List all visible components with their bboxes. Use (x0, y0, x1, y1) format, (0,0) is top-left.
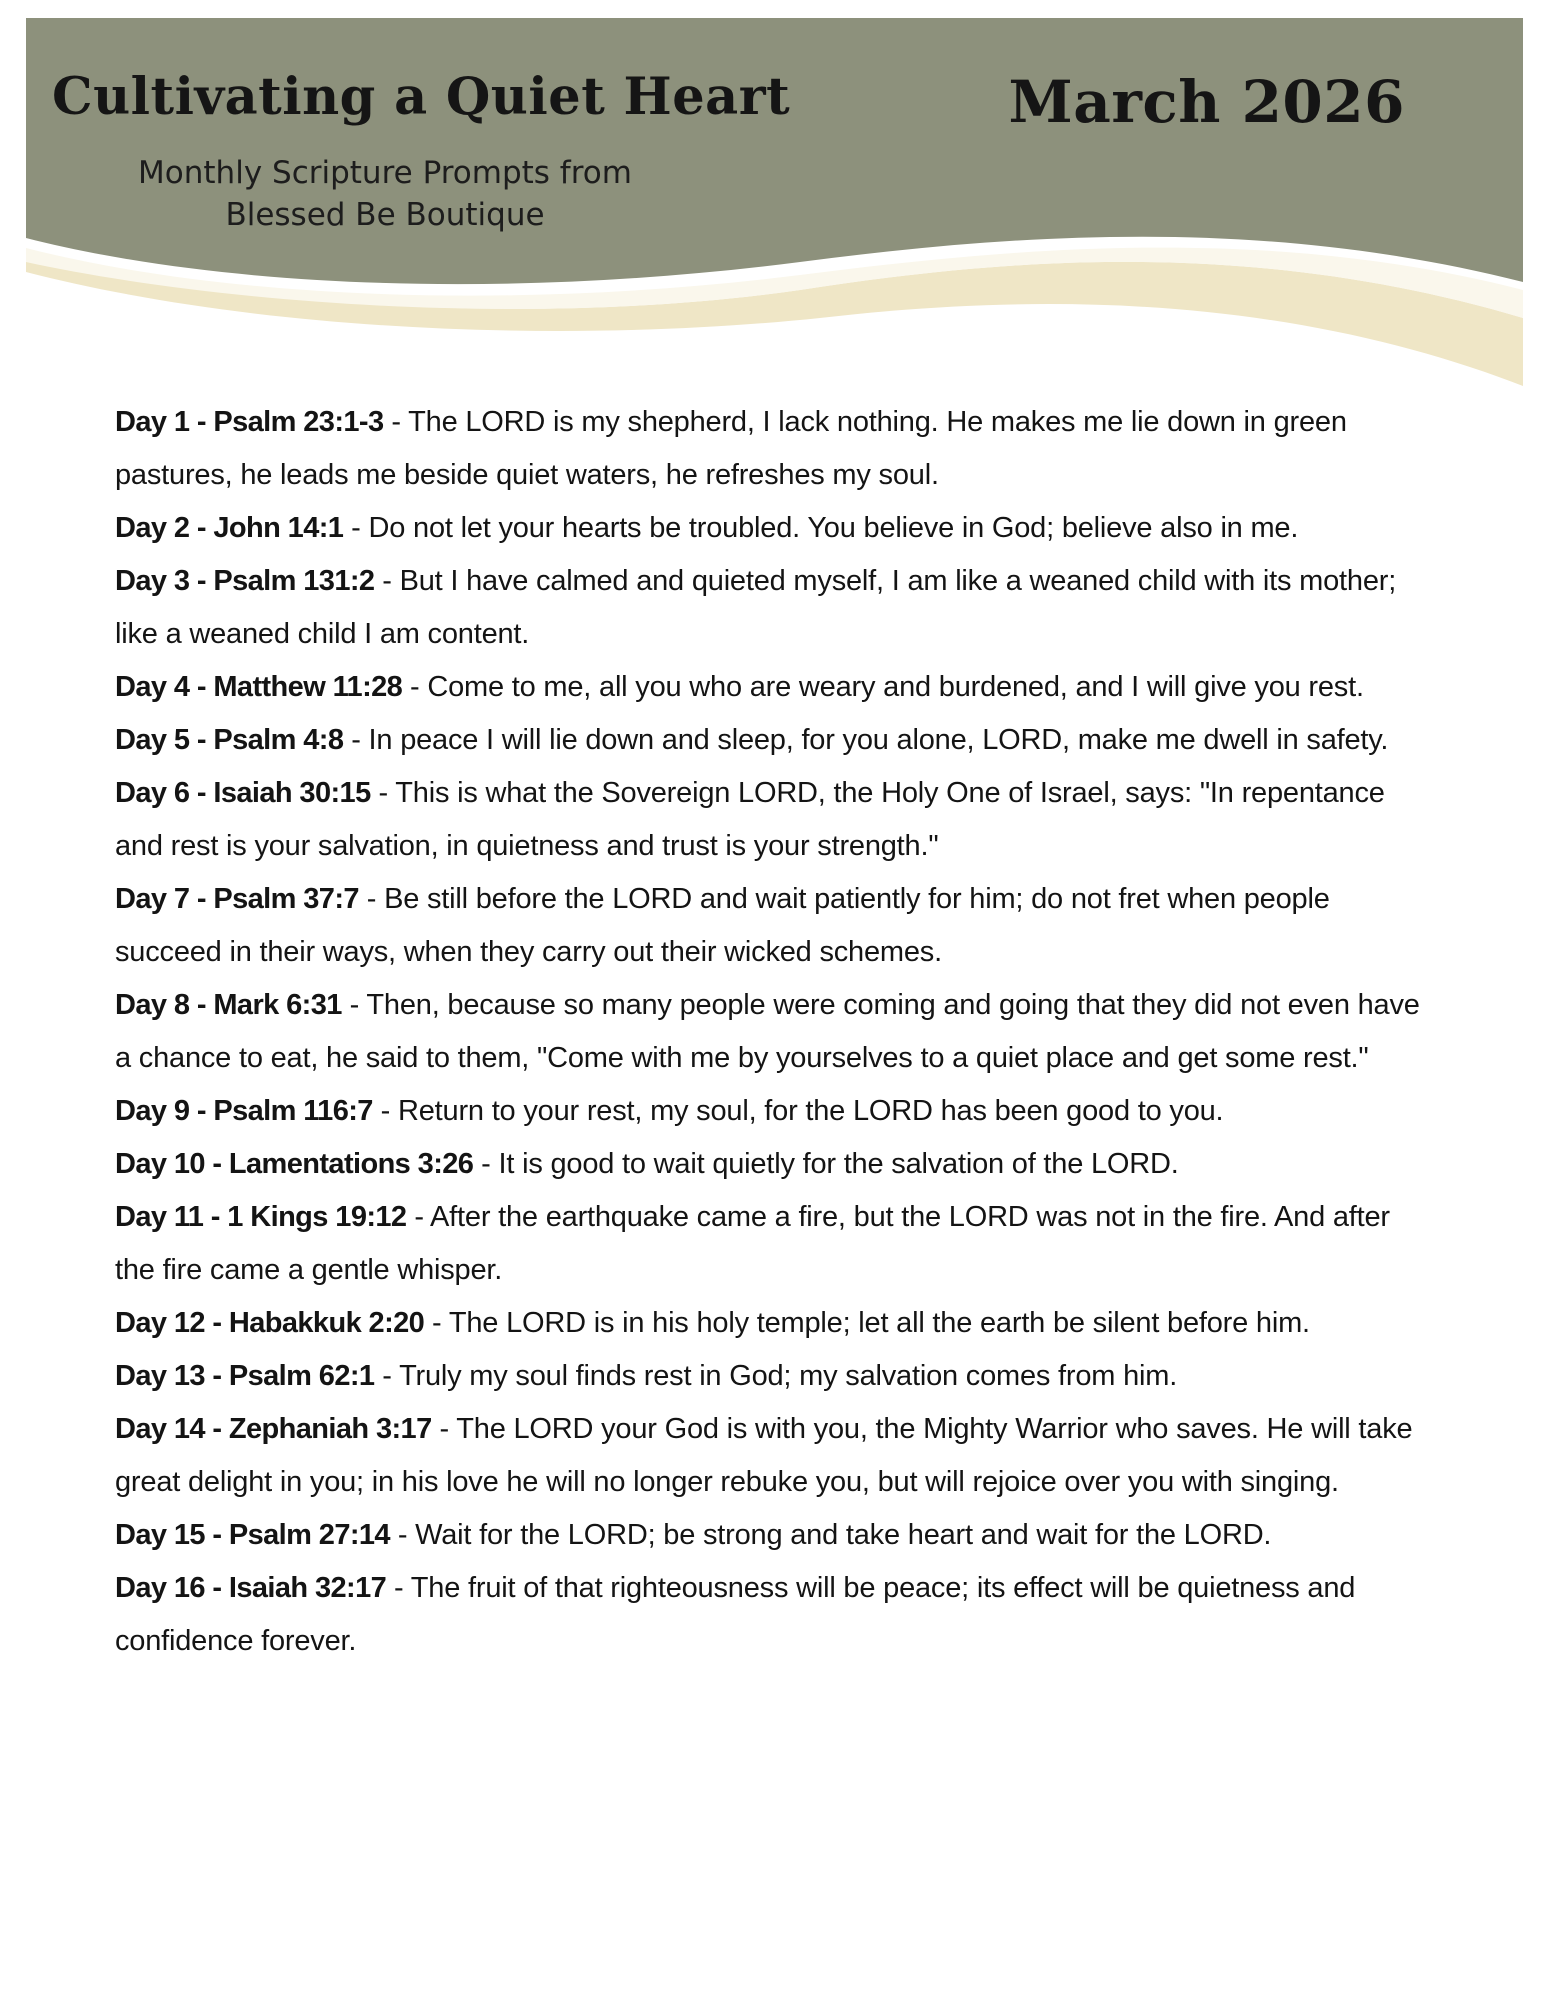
list-item (115, 396, 1435, 502)
day-reference: Day 16 - Isaiah 32:17 (115, 1572, 387, 1604)
list-item (115, 1562, 1435, 1668)
verse-text: - Then, because so many people were coming and going that they did not even have a chance to eat, he said to them, "Come with me by yourselves to a quiet place and get some rest." (115, 989, 1420, 1074)
verse-text: - But I have calmed and quieted myself, I am like a weaned child with its mother; like a weaned child I am content. (115, 565, 1397, 650)
day-reference: Day 2 - John 14:1 (115, 512, 344, 544)
day-reference: Day 12 - Habakkuk 2:20 (115, 1307, 425, 1339)
day-reference: Day 1 - Psalm 23:1-3 (115, 406, 384, 438)
list-item (115, 1138, 1435, 1191)
verse-text: - It is good to wait quietly for the salvation of the LORD. (473, 1148, 1179, 1180)
page-date: March 2026 (1008, 68, 1405, 136)
page-title: Cultivating a Quiet Heart (52, 67, 791, 127)
list-item (115, 1403, 1435, 1509)
day-reference: Day 13 - Psalm 62:1 (115, 1360, 375, 1392)
list-item (115, 979, 1435, 1085)
verse-text: - The LORD is my shepherd, I lack nothing. He makes me lie down in green pastures, he leads me beside quiet waters, he refreshes my soul. (115, 406, 1347, 491)
day-reference: Day 7 - Psalm 37:7 (115, 883, 359, 915)
verse-text: - Come to me, all you who are weary and burdened, and I will give you rest. (402, 671, 1364, 703)
list-item (115, 661, 1435, 714)
day-reference: Day 11 - 1 Kings 19:12 (115, 1201, 407, 1233)
verse-text: - This is what the Sovereign LORD, the Holy One of Israel, says: "In repentance and rest is your salvation, in quietness and trust is your strength." (115, 777, 1385, 862)
verse-text: - After the earthquake came a fire, but the LORD was not in the fire. And after the fire came a gentle whisper. (115, 1201, 1390, 1286)
list-item (115, 555, 1435, 661)
scripture-list (115, 396, 1435, 1668)
verse-text: - Do not let your hearts be troubled. You believe in God; believe also in me. (343, 512, 1299, 544)
verse-text: - Be still before the LORD and wait patiently for him; do not fret when people succeed in their ways, when they carry out their wicked schemes. (115, 883, 1330, 968)
day-reference: Day 14 - Zephaniah 3:17 (115, 1413, 432, 1445)
day-reference: Day 9 - Psalm 116:7 (115, 1095, 373, 1127)
list-item (115, 714, 1435, 767)
day-reference: Day 8 - Mark 6:31 (115, 989, 342, 1021)
page-subtitle (90, 152, 680, 236)
day-reference: Day 3 - Psalm 131:2 (115, 565, 375, 597)
banner-cream-wave (26, 258, 1523, 386)
list-item (115, 767, 1435, 873)
verse-text: - The LORD is in his holy temple; let all the earth be silent before him. (424, 1307, 1310, 1339)
verse-text: - The fruit of that righteousness will be peace; its effect will be quietness and confidence forever. (115, 1572, 1356, 1657)
day-reference: Day 6 - Isaiah 30:15 (115, 777, 371, 809)
list-item (115, 1191, 1435, 1297)
list-item (115, 1085, 1435, 1138)
list-item (115, 1350, 1435, 1403)
verse-text: - Truly my soul finds rest in God; my salvation comes from him. (374, 1360, 1178, 1392)
subtitle-line-2: Blessed Be Boutique (225, 197, 545, 233)
verse-text: - The LORD your God is with you, the Mighty Warrior who saves. He will take great delight in you; in his love he will no longer rebuke you, but will rejoice over you with singing. (115, 1413, 1413, 1498)
list-item (115, 873, 1435, 979)
verse-text: - Wait for the LORD; be strong and take heart and wait for the LORD. (389, 1519, 1272, 1551)
list-item (115, 502, 1435, 555)
day-reference: Day 10 - Lamentations 3:26 (115, 1148, 474, 1180)
verse-text: - Return to your rest, my soul, for the LORD has been good to you. (372, 1095, 1224, 1127)
day-reference: Day 5 - Psalm 4:8 (115, 724, 344, 756)
verse-text: - In peace I will lie down and sleep, for you alone, LORD, make me dwell in safety. (343, 724, 1389, 756)
list-item (115, 1509, 1435, 1562)
subtitle-line-1: Monthly Scripture Prompts from (138, 155, 632, 191)
list-item (115, 1297, 1435, 1350)
day-reference: Day 4 - Matthew 11:28 (115, 671, 403, 703)
day-reference: Day 15 - Psalm 27:14 (115, 1519, 390, 1551)
